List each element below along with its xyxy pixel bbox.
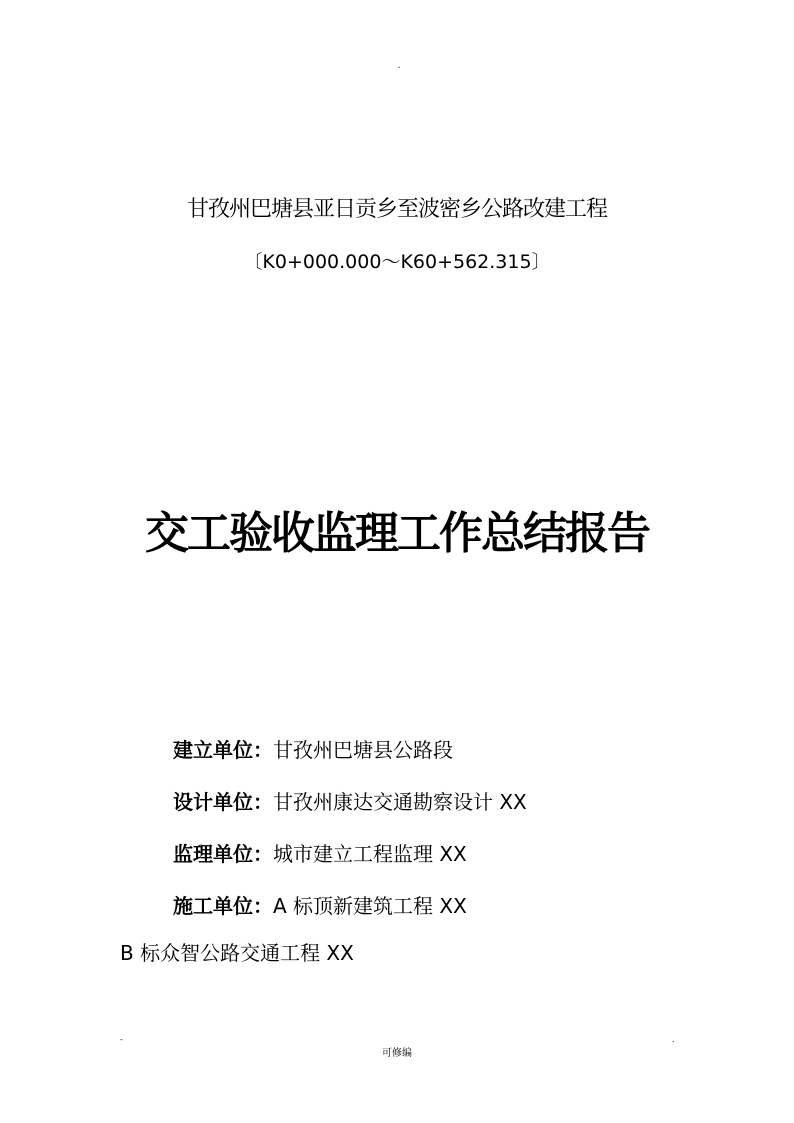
unit-value: A 标顶新建筑工程 XX xyxy=(273,894,467,918)
unit-row-construction-owner xyxy=(173,734,453,763)
unit-separator: ： xyxy=(253,842,273,866)
unit-label: 监理单位 xyxy=(173,842,253,866)
footer-text: 可修编 xyxy=(382,1048,412,1059)
footer-right-mark: . xyxy=(672,1035,675,1044)
contractor-b-line: B 标众智公路交通工程 XX xyxy=(120,941,354,965)
project-range: 〔K0+000.000～K60+562.315〕 xyxy=(243,251,551,273)
unit-row-supervision xyxy=(173,838,467,867)
unit-separator: ： xyxy=(253,738,273,762)
unit-label: 设计单位 xyxy=(173,790,253,814)
unit-separator: ： xyxy=(253,790,273,814)
unit-value: 甘孜州康达交通勘察设计 XX xyxy=(273,790,527,814)
unit-value: 甘孜州巴塘县公路段 xyxy=(273,738,453,762)
footer-left-mark: - xyxy=(120,1035,123,1044)
unit-value: 城市建立工程监理 XX xyxy=(273,842,467,866)
unit-row-design xyxy=(173,786,527,815)
unit-label: 建立单位 xyxy=(173,738,253,762)
report-title: 交工验收监理工作总结报告 xyxy=(145,508,649,559)
unit-separator: ： xyxy=(253,894,273,918)
unit-row-contractor xyxy=(173,890,467,919)
header-mark: . xyxy=(397,61,401,71)
unit-label: 施工单位 xyxy=(173,894,253,918)
project-title: 甘孜州巴塘县亚日贡乡至波密乡公路改建工程 xyxy=(186,197,607,222)
